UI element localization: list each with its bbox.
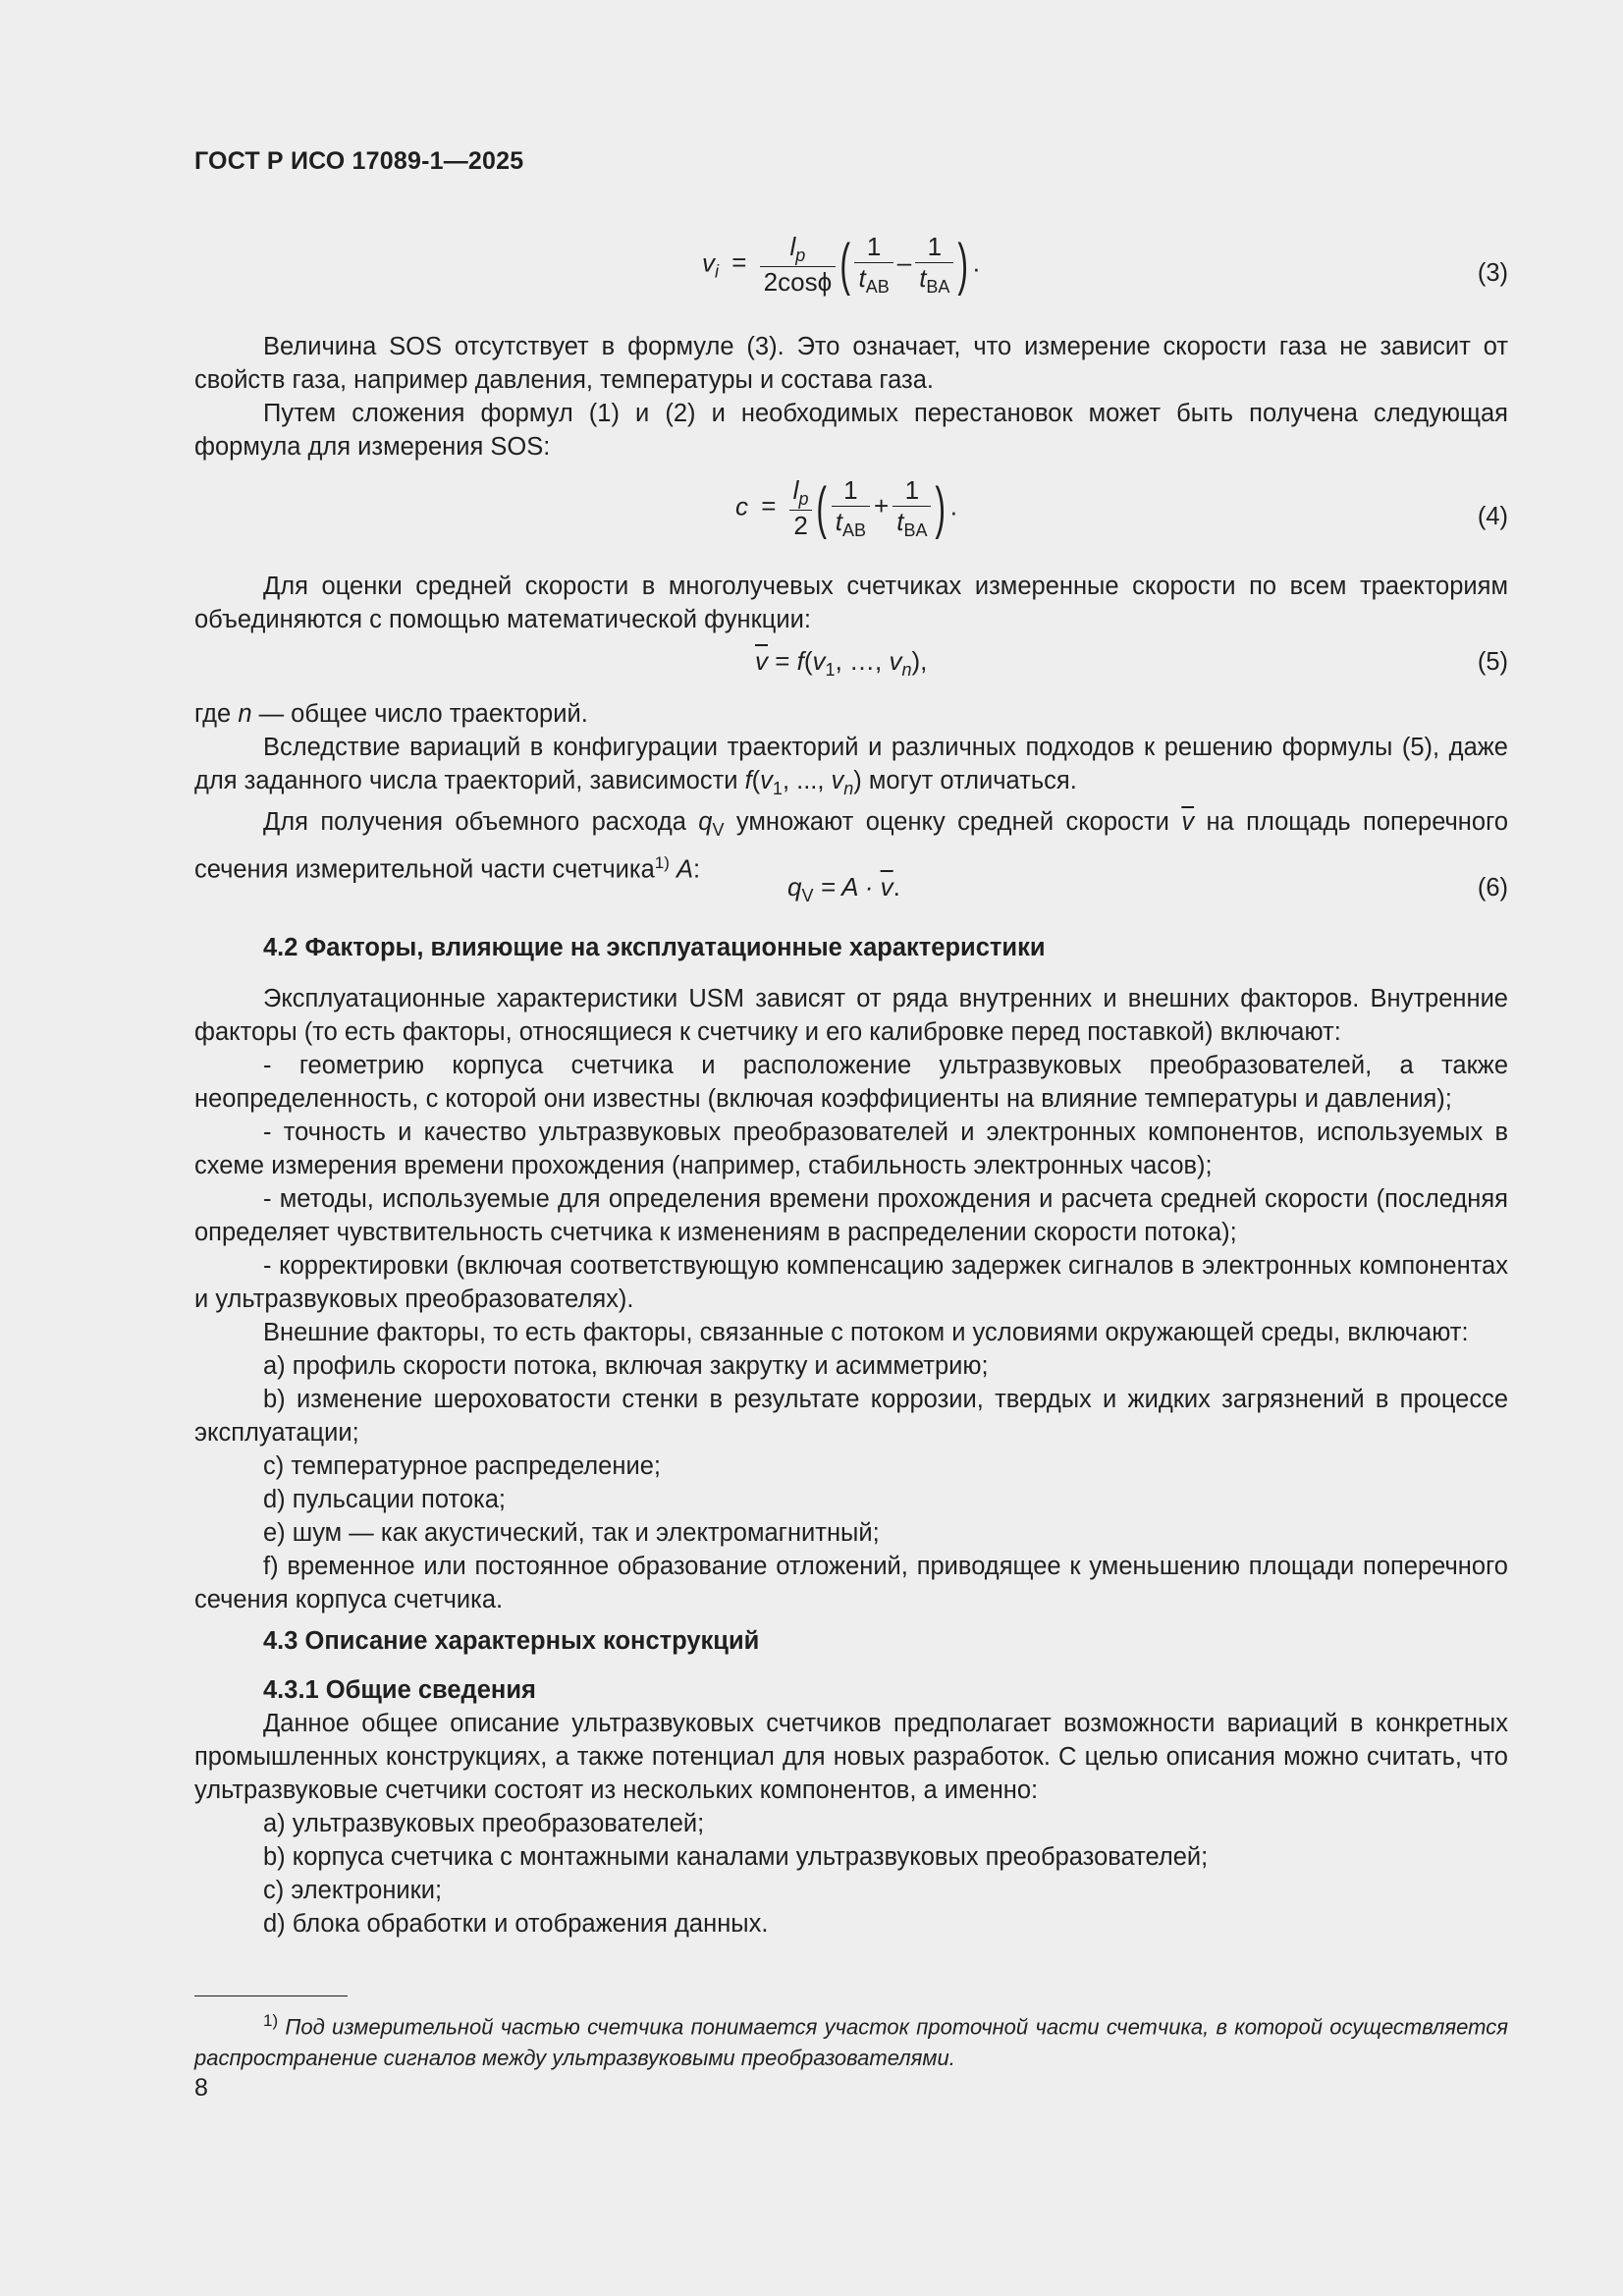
section-4-3-heading: 4.3 Описание характерных конструкций bbox=[263, 1627, 760, 1655]
list-item-corrections: - корректировки (включая соответствующую компенсацию задержек сигналов в электронных компонентах и ультразвуковых преобразователях). bbox=[194, 1252, 1508, 1313]
equation-number-5: (5) bbox=[1477, 648, 1508, 676]
footnote: $^{1)}$ Под измерительной частью счетчика понимается участок проточной части счетчика, в которой осуществляется распространение сигналов между ультразвуковыми преобразователями. bbox=[194, 2011, 1508, 2071]
list-item-e: e) шум — как акустический, так и электромагнитный; bbox=[263, 1519, 880, 1547]
equation-4: c = $\frac{l_p}{2}$ ( $\frac{1}{t_{AB}}$ + $\frac{1}{t_{BA}}$ ) . (4) bbox=[735, 475, 1508, 541]
equation-number-6: (6) bbox=[1477, 874, 1508, 902]
paragraph-variations: Вследствие вариаций в конфигурации траекторий и различных подходов к решению формулы (5), даже для заданного числа траекторий, зависимости $f(v_1$, ..., $v_n$) могут отличаться. bbox=[194, 734, 1508, 799]
page-number: 8 bbox=[194, 2074, 208, 2102]
list-item-meter-body: b) корпуса счетчика с монтажными каналами ультразвуковых преобразователей; bbox=[263, 1843, 1209, 1871]
list-item-a: a) профиль скорости потока, включая закрутку и асимметрию; bbox=[263, 1352, 989, 1380]
paragraph-sos-formula: Путем сложения формул (1) и (2) и необходимых перестановок может быть получена следующая формула для измерения SOS: bbox=[194, 400, 1508, 461]
paragraph-internal-factors: Эксплуатационные характеристики USM зависят от ряда внутренних и внешних факторов. Внутренние факторы (то есть факторы, относящиеся к счетчику и его калибровке перед поставкой) включают: bbox=[194, 985, 1508, 1046]
paragraph-external-factors: Внешние факторы, то есть факторы, связанные с потоком и условиями окружающей среды, включают: bbox=[263, 1319, 1469, 1346]
equation-6: $q_V = A \cdot \overline{v}$. (6) bbox=[787, 872, 1508, 906]
list-item-d: d) пульсации потока; bbox=[263, 1486, 507, 1513]
list-item-f: f) временное или постоянное образование отложений, приводящее к уменьшению площади поперечного сечения корпуса счетчика. bbox=[194, 1553, 1508, 1613]
list-item-processing-unit: d) блока обработки и отображения данных. bbox=[263, 1910, 769, 1938]
paragraph-where-n: где n — общее число траекторий. bbox=[194, 700, 588, 728]
list-item-accuracy: - точность и качество ультразвуковых преобразователей и электронных компонентов, используемых в схеме измерения времени прохождения (например, стабильность электронных часов); bbox=[194, 1119, 1508, 1179]
equation-number-4: (4) bbox=[1477, 503, 1508, 530]
list-item-b: b) изменение шероховатости стенки в результате коррозии, твердых и жидких загрязнений в процессе эксплуатации; bbox=[194, 1386, 1508, 1447]
list-item-electronics: c) электроники; bbox=[263, 1877, 443, 1904]
section-4-2-heading: 4.2 Факторы, влияющие на эксплуатационные характеристики bbox=[263, 934, 1046, 961]
footnote-separator bbox=[194, 1995, 348, 1996]
equation-3: $v_i$ = $\frac{l_p}{2\cos\phi}$ ( $\frac{1}{t_{AB}}$ – $\frac{1}{t_{BA}}$ ) . (3) bbox=[702, 232, 1508, 298]
equation-number-3: (3) bbox=[1477, 259, 1508, 287]
paragraph-average-velocity: Для оценки средней скорости в многолучевых счетчиках измеренные скорости по всем траекториям объединяются с помощью математической функции: bbox=[194, 573, 1508, 633]
list-item-transducers: a) ультразвуковых преобразователей; bbox=[263, 1810, 705, 1837]
paragraph-sos-absent: Величина SOS отсутствует в формуле (3). Это означает, что измерение скорости газа не зависит от свойств газа, например давления, температуры и состава газа. bbox=[194, 333, 1508, 394]
equation-5: $\overline{v} = f(v_1$, …, $v_n$), (5) bbox=[755, 646, 1508, 681]
list-item-c: c) температурное распределение; bbox=[263, 1452, 661, 1480]
standard-header: ГОСТ Р ИСО 17089-1—2025 bbox=[194, 147, 524, 175]
paragraph-volume-flow: Для получения объемного расхода $q_V$ умножают оценку средней скорости $\overline{v}$ на площадь поперечного сечения измерительной части счетчика$^{1)}$ A: bbox=[194, 808, 1508, 884]
section-4-3-1-heading: 4.3.1 Общие сведения bbox=[263, 1676, 536, 1704]
paragraph-general-description: Данное общее описание ультразвуковых счетчиков предполагает возможности вариаций в конкретных промышленных конструкциях, а также потенциал для новых разработок. С целью описания можно считать, что ультразвуковые счетчики состоят из нескольких компонентов, а именно: bbox=[194, 1710, 1508, 1804]
list-item-geometry: - геометрию корпуса счетчика и расположение ультразвуковых преобразователей, а также неопределенность, с которой они известны (включая коэффициенты на влияние температуры и давления); bbox=[194, 1052, 1508, 1113]
list-item-methods: - методы, используемые для определения времени прохождения и расчета средней скорости (последняя определяет чувствительность счетчика к изменениям в распределении скорости потока); bbox=[194, 1185, 1508, 1246]
